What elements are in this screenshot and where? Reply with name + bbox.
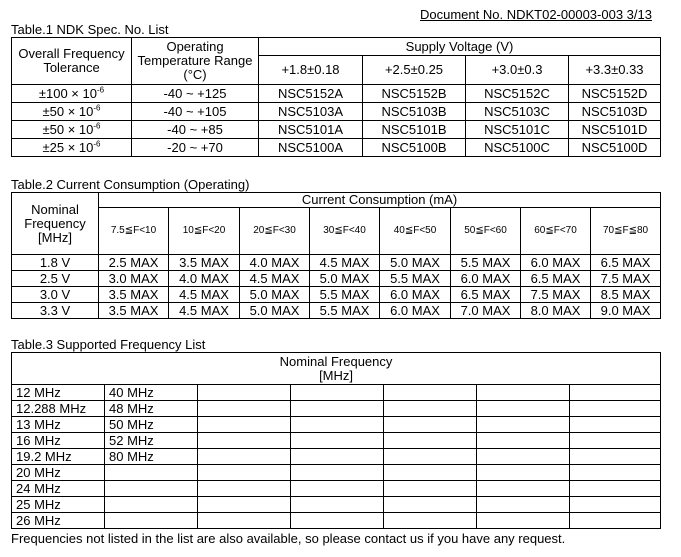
frequency-range-header: 50≦F<60 (451, 208, 521, 255)
current-cell: 3.5 MAX (169, 255, 240, 271)
spec-number-cell: NSC5101C (466, 121, 569, 139)
empty-cell (477, 417, 570, 433)
empty-cell (198, 385, 291, 401)
tolerance-exponent: -6 (96, 85, 105, 95)
current-cell: 2.5 MAX (99, 255, 169, 271)
spec-number-cell: NSC5101B (363, 121, 466, 139)
frequency-cell: 52 MHz (105, 433, 198, 449)
current-cell: 7.5 MAX (521, 287, 591, 303)
table-row (12, 85, 661, 103)
spec-number-cell: NSC5103D (569, 103, 661, 121)
tolerance-cell (12, 121, 132, 139)
empty-cell (291, 449, 384, 465)
empty-cell (384, 385, 477, 401)
empty-cell (384, 449, 477, 465)
empty-cell (198, 401, 291, 417)
current-cell: 5.5 MAX (310, 303, 380, 319)
empty-cell (198, 513, 291, 529)
table-row (12, 139, 661, 157)
frequency-cell: 40 MHz (105, 385, 198, 401)
current-cell: 7.0 MAX (451, 303, 521, 319)
current-cell: 5.0 MAX (240, 303, 310, 319)
header-temperature: Operating Temperature Range (°C) (132, 38, 259, 85)
empty-cell (198, 433, 291, 449)
empty-cell (198, 449, 291, 465)
header-nominal-frequency: Nominal Frequency [MHz] (12, 353, 661, 385)
spec-number-cell: NSC5100B (363, 139, 466, 157)
empty-cell (477, 465, 570, 481)
table-row (12, 481, 661, 497)
table3-caption: Table.3 Supported Frequency List (11, 337, 206, 352)
empty-cell (570, 497, 661, 513)
current-cell: 4.5 MAX (169, 287, 240, 303)
empty-cell (384, 401, 477, 417)
empty-cell (291, 385, 384, 401)
spec-number-cell: NSC5101D (569, 121, 661, 139)
spec-number-cell: NSC5100D (569, 139, 661, 157)
table-row (12, 465, 661, 481)
current-cell: 5.5 MAX (451, 255, 521, 271)
empty-cell (384, 465, 477, 481)
frequency-cell: 25 MHz (12, 497, 105, 513)
frequency-cell (105, 481, 198, 497)
current-cell: 9.0 MAX (591, 303, 661, 319)
table-row (12, 385, 661, 401)
frequency-range-header: 20≦F<30 (240, 208, 310, 255)
empty-cell (477, 449, 570, 465)
empty-cell (570, 401, 661, 417)
empty-cell (384, 481, 477, 497)
temperature-cell: -20 ~ +70 (132, 139, 259, 157)
frequency-range-header: 40≦F<50 (380, 208, 451, 255)
empty-cell (570, 465, 661, 481)
supported-frequency-table (11, 352, 661, 529)
empty-cell (291, 417, 384, 433)
tolerance-exponent: -6 (93, 121, 101, 131)
current-cell: 6.0 MAX (380, 287, 451, 303)
tolerance-base: ±100 × 10 (38, 85, 97, 101)
current-cell: 4.5 MAX (310, 255, 380, 271)
frequency-cell: 13 MHz (12, 417, 105, 433)
frequency-cell (105, 465, 198, 481)
table1-caption: Table.1 NDK Spec. No. List (11, 22, 169, 37)
frequency-cell: 80 MHz (105, 449, 198, 465)
spec-number-cell: NSC5101A (259, 121, 363, 139)
temperature-cell: -40 ~ +125 (132, 85, 259, 103)
current-cell: 3.5 MAX (99, 303, 169, 319)
empty-cell (477, 401, 570, 417)
table-row (12, 103, 661, 121)
current-cell: 6.0 MAX (451, 271, 521, 287)
header-current-consumption: Current Consumption (mA) (99, 193, 661, 208)
frequency-cell: 24 MHz (12, 481, 105, 497)
current-cell: 6.0 MAX (521, 255, 591, 271)
current-cell: 4.5 MAX (240, 271, 310, 287)
header-nominal-frequency: Nominal Frequency [MHz] (12, 193, 99, 255)
frequency-range-header: 7.5≦F<10 (99, 208, 169, 255)
empty-cell (291, 465, 384, 481)
tolerance-base: ±25 × 10 (42, 139, 94, 155)
frequency-cell: 16 MHz (12, 433, 105, 449)
empty-cell (570, 385, 661, 401)
current-cell: 5.0 MAX (380, 255, 451, 271)
tolerance-cell (12, 139, 132, 157)
voltage-header: +3.0±0.3 (466, 56, 569, 85)
current-cell: 5.5 MAX (380, 271, 451, 287)
table-row (12, 271, 661, 287)
empty-cell (384, 513, 477, 529)
current-cell: 6.5 MAX (591, 255, 661, 271)
voltage-header: +2.5±0.25 (363, 56, 466, 85)
empty-cell (384, 417, 477, 433)
temperature-cell: -40 ~ +105 (132, 103, 259, 121)
voltage-cell: 3.0 V (12, 287, 99, 303)
spec-number-cell: NSC5103A (259, 103, 363, 121)
current-cell: 4.0 MAX (169, 271, 240, 287)
spec-number-cell: NSC5100A (259, 139, 363, 157)
current-cell: 3.0 MAX (99, 271, 169, 287)
empty-cell (198, 417, 291, 433)
table2-caption: Table.2 Current Consumption (Operating) (11, 177, 250, 192)
voltage-header: +3.3±0.33 (569, 56, 661, 85)
table-row (12, 433, 661, 449)
current-cell: 5.0 MAX (240, 287, 310, 303)
empty-cell (291, 401, 384, 417)
voltage-cell: 3.3 V (12, 303, 99, 319)
empty-cell (198, 497, 291, 513)
empty-cell (198, 481, 291, 497)
current-cell: 6.5 MAX (451, 287, 521, 303)
empty-cell (570, 449, 661, 465)
voltage-cell: 2.5 V (12, 271, 99, 287)
empty-cell (570, 513, 661, 529)
empty-cell (570, 433, 661, 449)
current-cell: 6.0 MAX (380, 303, 451, 319)
frequency-cell: 19.2 MHz (12, 449, 105, 465)
frequency-range-header: 70≦F≦80 (591, 208, 661, 255)
frequency-cell (105, 497, 198, 513)
table-row (12, 401, 661, 417)
spec-number-cell: NSC5152D (569, 85, 661, 103)
frequency-cell: 12.288 MHz (12, 401, 105, 417)
spec-number-table (11, 37, 661, 157)
empty-cell (291, 433, 384, 449)
current-cell: 4.5 MAX (169, 303, 240, 319)
empty-cell (291, 513, 384, 529)
tolerance-cell (12, 85, 132, 103)
table-row (12, 417, 661, 433)
empty-cell (477, 385, 570, 401)
frequency-range-header: 60≦F<70 (521, 208, 591, 255)
frequency-cell: 50 MHz (105, 417, 198, 433)
current-cell: 4.0 MAX (240, 255, 310, 271)
empty-cell (291, 481, 384, 497)
table-row (12, 121, 661, 139)
document-number: Document No. NDKT02-00003-003 3/13 (420, 7, 652, 22)
spec-number-cell: NSC5103C (466, 103, 569, 121)
footer-note: Frequencies not listed in the list are also available, so please contact us if you have any request. (11, 531, 566, 546)
spec-number-cell: NSC5152B (363, 85, 466, 103)
frequency-cell: 20 MHz (12, 465, 105, 481)
table-row (12, 513, 661, 529)
current-cell: 8.5 MAX (591, 287, 661, 303)
frequency-range-header: 30≦F<40 (310, 208, 380, 255)
spec-number-cell: NSC5152A (259, 85, 363, 103)
frequency-range-header: 10≦F<20 (169, 208, 240, 255)
voltage-header: +1.8±0.18 (259, 56, 363, 85)
tolerance-exponent: -6 (93, 103, 101, 113)
frequency-cell (105, 513, 198, 529)
header-tolerance: Overall Frequency Tolerance (12, 38, 132, 85)
empty-cell (384, 497, 477, 513)
header-supply-voltage: Supply Voltage (V) (259, 38, 661, 56)
empty-cell (477, 481, 570, 497)
current-cell: 3.5 MAX (99, 287, 169, 303)
empty-cell (477, 513, 570, 529)
table-row (12, 303, 661, 319)
tolerance-base: ±50 × 10 (42, 121, 94, 137)
empty-cell (291, 497, 384, 513)
spec-number-cell: NSC5152C (466, 85, 569, 103)
tolerance-exponent: -6 (93, 139, 101, 149)
frequency-cell: 12 MHz (12, 385, 105, 401)
current-cell: 5.5 MAX (310, 287, 380, 303)
frequency-cell: 26 MHz (12, 513, 105, 529)
tolerance-cell (12, 103, 132, 121)
table-row (12, 449, 661, 465)
current-consumption-table (11, 192, 661, 319)
voltage-cell: 1.8 V (12, 255, 99, 271)
empty-cell (198, 465, 291, 481)
empty-cell (384, 433, 477, 449)
current-cell: 6.5 MAX (521, 271, 591, 287)
table-row (12, 497, 661, 513)
table-row (12, 255, 661, 271)
current-cell: 7.5 MAX (591, 271, 661, 287)
table-row (12, 287, 661, 303)
spec-number-cell: NSC5103B (363, 103, 466, 121)
empty-cell (570, 417, 661, 433)
spec-number-cell: NSC5100C (466, 139, 569, 157)
current-cell: 8.0 MAX (521, 303, 591, 319)
empty-cell (570, 481, 661, 497)
empty-cell (477, 497, 570, 513)
frequency-cell: 48 MHz (105, 401, 198, 417)
tolerance-base: ±50 × 10 (42, 103, 94, 119)
temperature-cell: -40 ~ +85 (132, 121, 259, 139)
empty-cell (477, 433, 570, 449)
current-cell: 5.0 MAX (310, 271, 380, 287)
